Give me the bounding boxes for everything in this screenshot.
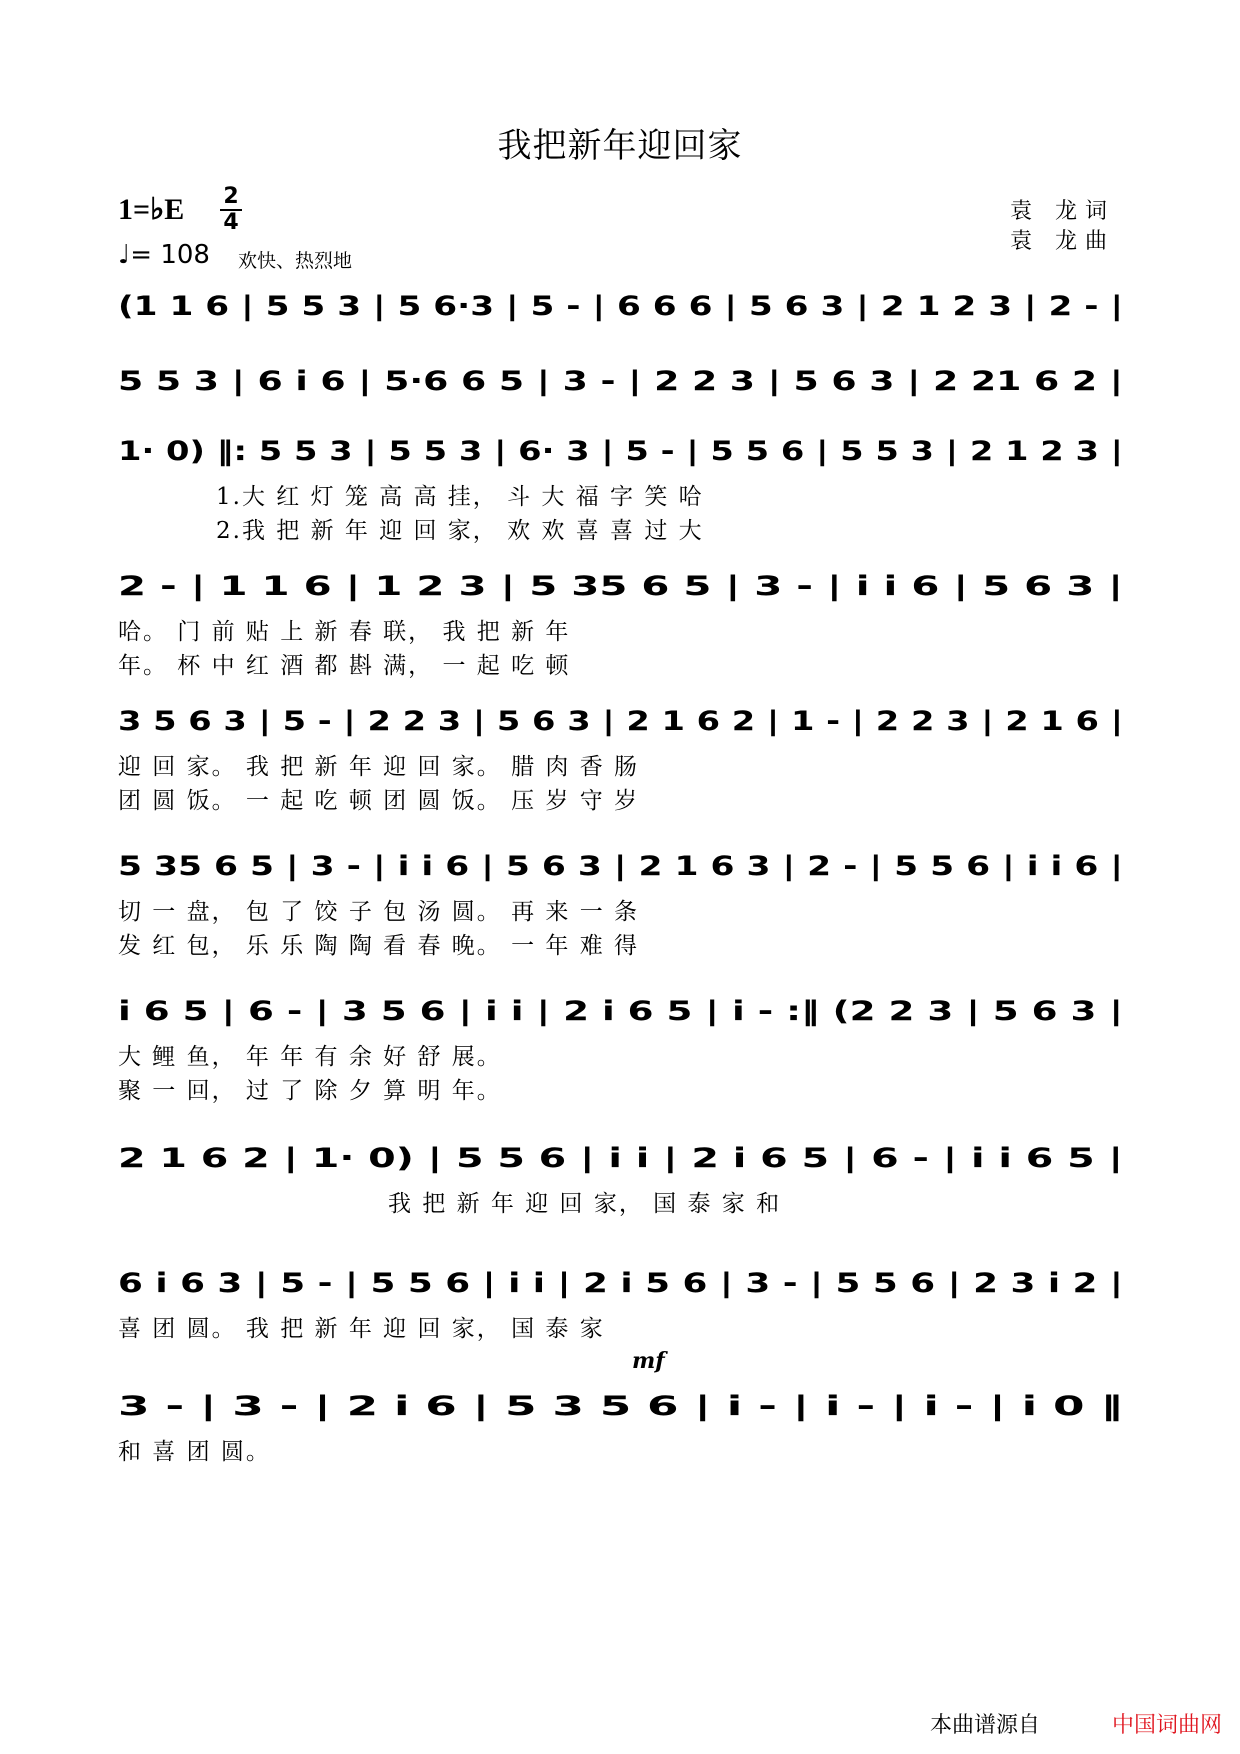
lyricist-credit: 袁 龙词 [1010, 199, 1115, 224]
dynamic-marking: mf [632, 1348, 665, 1374]
lyric-verse-2: 团 圆 饭。 一 起 吃 顿 团 圆 饭。 压 岁 守 岁 [118, 788, 640, 814]
notation-text: (1 1 6 | 5 5 3 | 5 6·3 | 5 - | 6 6 6 | 5 6 3 | 2 1 2 3 | 2 - | [118, 291, 1123, 322]
tempo-marking: ♩= 108 [118, 240, 210, 270]
key-signature: 1=♭E [118, 193, 185, 226]
notation-text: 2 - | 1 1 6 | 1 2 3 | 5 35 6 5 | 3 - | i i 6 | 5 6 3 | [118, 571, 1123, 602]
lyric-verse-2: 2.我 把 新 年 迎 回 家， 欢 欢 喜 喜 过 大 [216, 518, 704, 544]
lyric-verse-2: 发 红 包， 乐 乐 陶 陶 看 春 晚。 一 年 难 得 [118, 933, 640, 959]
lyric-verse-2: 年。 杯 中 红 酒 都 斟 满， 一 起 吃 顿 [118, 653, 571, 679]
score-line [118, 1262, 1128, 1362]
lyric-verse-1: 我 把 新 年 迎 回 家， 国 泰 家 和 [388, 1191, 782, 1217]
lyric-verse-1: 喜 团 圆。 我 把 新 年 迎 回 家， 国 泰 家 [118, 1316, 605, 1342]
time-signature-bottom: 4 [223, 210, 239, 235]
score-line [118, 430, 1128, 544]
lyric-verse-1: 迎 回 家。 我 把 新 年 迎 回 家。 腊 肉 香 肠 [118, 754, 640, 780]
page-title: 我把新年迎回家 [497, 126, 743, 166]
score-line [118, 990, 1128, 1104]
score-line [118, 1137, 1128, 1237]
notation-text: 5 35 6 5 | 3 - | i i 6 | 5 6 3 | 2 1 6 3 | 2 - | 5 5 6 | i i 6 | [118, 851, 1123, 882]
notation-text: 3 - | 3 - | 2 i 6 | 5 3 5 6 | i - | i - | i - | i 0 ‖ [118, 1391, 1123, 1422]
lyric-verse-1: 哈。 门 前 贴 上 新 春 联， 我 把 新 年 [118, 619, 571, 645]
notation-text: i 6 5 | 6 - | 3 5 6 | i i | 2 i 6 5 | i - :‖ (2 2 3 | 5 6 3 | [118, 996, 1123, 1027]
composer-credit: 袁 龙曲 [1010, 229, 1115, 254]
lyric-verse-1: 大 鲤 鱼， 年 年 有 余 好 舒 展。 [118, 1044, 502, 1070]
footer-source: 本曲谱源自 [930, 1713, 1041, 1738]
score-line [118, 565, 1128, 679]
lyric-verse-1: 和 喜 团 圆。 [118, 1439, 271, 1465]
score-line [118, 845, 1128, 959]
notation-text: 6 i 6 3 | 5 - | 5 5 6 | i i | 2 i 5 6 | 3 - | 5 5 6 | 2 3 i 2 | [118, 1268, 1123, 1299]
time-signature [220, 186, 242, 234]
score-line [118, 1385, 1128, 1485]
notation-text: 1· 0) ‖: 5 5 3 | 5 5 3 | 6· 3 | 5 - | 5 5 6 | 5 5 3 | 2 1 2 3 | [118, 436, 1123, 467]
notation-text: 3 5 6 3 | 5 - | 2 2 3 | 5 6 3 | 2 1 6 2 | 1 - | 2 2 3 | 2 1 6 | [118, 706, 1123, 737]
expression-marking: 欢快、热烈地 [238, 250, 353, 272]
footer-site-link[interactable]: 中国词曲网 [1112, 1713, 1223, 1738]
notation-text: 2 1 6 2 | 1· 0) | 5 5 6 | i i | 2 i 6 5 | 6 - | i i 6 5 | [118, 1143, 1123, 1174]
time-signature-top: 2 [223, 184, 239, 209]
lyric-verse-1: 切 一 盘， 包 了 饺 子 包 汤 圆。 再 来 一 条 [118, 899, 640, 925]
lyric-verse-2: 聚 一 回， 过 了 除 夕 算 明 年。 [118, 1078, 502, 1104]
lyric-verse-1: 1.大 红 灯 笼 高 高 挂， 斗 大 福 字 笑 哈 [216, 484, 704, 510]
score-line [118, 700, 1128, 814]
notation-text: 5 5 3 | 6 i 6 | 5·6 6 5 | 3 - | 2 2 3 | 5 6 3 | 2 21 6 2 | [118, 366, 1123, 397]
